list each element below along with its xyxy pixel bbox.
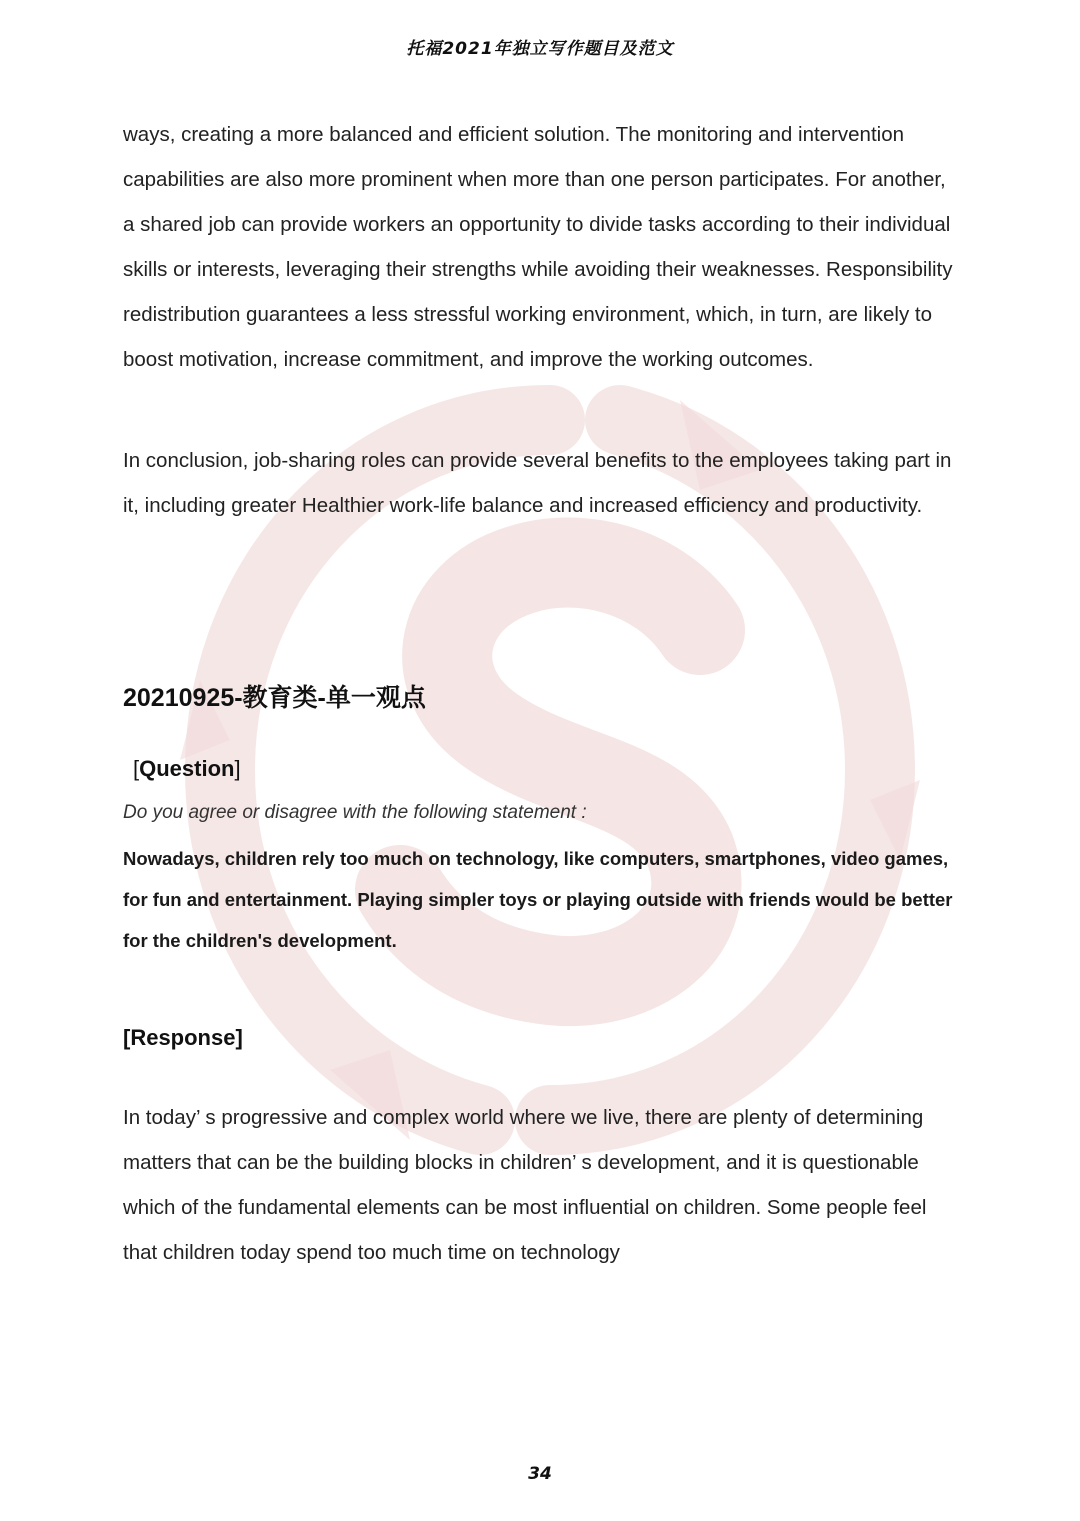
question-label: [133, 752, 953, 786]
paragraph-spacer: [123, 382, 953, 438]
question-statement: Nowadays, children rely too much on technology, like computers, smartphones, video games, for fun and entertainment. Playing simpler toys or playing outside with friends would be better for the children's development.: [123, 848, 953, 951]
response-label: [Response]: [123, 1025, 243, 1050]
page-number: 34: [528, 1464, 552, 1484]
question-label-open: [: [133, 756, 140, 781]
body-paragraph-2: In conclusion, job-sharing roles can provide several benefits to the employees taking part in it, including greater Healthier work-life balance and increased efficiency and productivity.: [123, 449, 952, 517]
body-paragraph-1: ways, creating a more balanced and efficient solution. The monitoring and intervention capabilities are also more prominent when more than one person participates. For another, a shared job can provide workers an opportunity to divide tasks according to their individual skills or interests, leveraging their strengths while avoiding their weaknesses. Responsibility redistribution guarantees a less stressful working environment, which, in turn, are likely to boost motivation, increase commitment, and improve the working outcomes.: [123, 123, 953, 371]
section-spacer: [123, 528, 953, 678]
question-intro: Do you agree or disagree with the following statement :: [123, 802, 587, 823]
page-content: [123, 112, 953, 1275]
page-header-title: 托福2021年独立写作题目及范文: [406, 39, 674, 59]
section-title: 20210925-教育类-单一观点: [123, 684, 426, 712]
question-label-close: ]: [234, 756, 241, 781]
question-label-word: Question: [139, 756, 235, 781]
response-paragraph: In today’ s progressive and complex world where we live, there are plenty of determining matters that can be the building blocks in children’ s development, and it is questionable which of the fundamental elements can be most influential on children. Some people feel that children today spend too much time on technology: [123, 1106, 927, 1264]
